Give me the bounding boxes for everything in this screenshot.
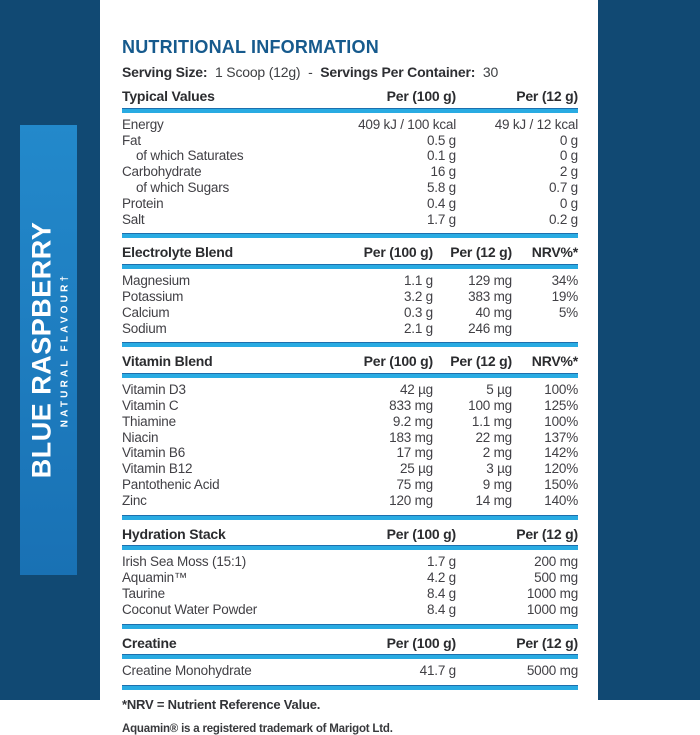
table-row (122, 148, 578, 164)
section-title: Creatine (122, 634, 177, 651)
row-value: 200 mg (534, 554, 578, 570)
row-value: 0.2 g (548, 211, 578, 227)
table-row (122, 117, 578, 133)
row-value: 0 g (559, 195, 578, 211)
row-label: Thiamine (122, 413, 176, 429)
row-value: 25 µg (399, 461, 433, 477)
table-section-creatine (122, 636, 578, 691)
row-value: 9 mg (482, 476, 512, 492)
row-value: 1000 mg (526, 601, 578, 617)
row-value: 16 g (430, 164, 456, 180)
row-label: Pantothenic Acid (122, 476, 220, 492)
row-label: Niacin (122, 429, 159, 445)
row-value: 100% (544, 413, 578, 429)
row-value: 0.4 g (426, 195, 456, 211)
column-header: Per (12 g) (450, 244, 512, 261)
row-value: 40 mg (475, 304, 512, 320)
row-value: 4.2 g (426, 570, 456, 586)
row-value: 0.1 g (426, 148, 456, 164)
row-label: Irish Sea Moss (15:1) (122, 554, 247, 570)
section-title: Hydration Stack (122, 525, 226, 542)
column-header: Per (100 g) (386, 634, 456, 651)
serving-line (122, 64, 578, 80)
table-header-row (122, 89, 578, 108)
row-value: 100% (544, 382, 578, 398)
table-row (122, 477, 578, 493)
table-rows (122, 659, 578, 685)
column-header: Per (12 g) (516, 525, 578, 542)
row-value: 1.7 g (426, 554, 456, 570)
row-value: 2 g (559, 164, 578, 180)
table-row (122, 382, 578, 398)
row-value: 41.7 g (419, 663, 456, 679)
row-label: Fat (122, 132, 141, 148)
row-value: 2 mg (482, 445, 512, 461)
row-value: 22 mg (475, 429, 512, 445)
row-label: Sodium (122, 320, 167, 336)
row-value: 142% (544, 445, 578, 461)
table-rows (122, 269, 578, 342)
row-value: 42 µg (399, 382, 433, 398)
row-value: 75 mg (396, 476, 433, 492)
section-title: Typical Values (122, 88, 215, 104)
table-row (122, 461, 578, 477)
table-header-row (122, 354, 578, 373)
row-value: 5% (558, 304, 578, 320)
row-value: 120 mg (389, 492, 433, 508)
left-navy-panel (0, 0, 100, 700)
row-value: 0 g (559, 148, 578, 164)
section-title: Vitamin Blend (122, 353, 213, 370)
divider-bar (122, 342, 578, 347)
row-value: 150% (544, 476, 578, 492)
row-value: 246 mg (468, 320, 512, 336)
column-header: Per (100 g) (363, 244, 433, 261)
table-row (122, 445, 578, 461)
table-row (122, 212, 578, 228)
row-label: Potassium (122, 288, 184, 304)
table-section-vitamin-blend (122, 354, 578, 519)
row-value: 3 µg (486, 461, 512, 477)
column-header: Per (100 g) (386, 88, 456, 104)
divider-bar (122, 233, 578, 238)
row-value: 125% (544, 397, 578, 413)
row-label: of which Sugars (136, 179, 230, 195)
row-value: 140% (544, 492, 578, 508)
table-row (122, 164, 578, 180)
table-row (122, 273, 578, 289)
section-title: Electrolyte Blend (122, 244, 233, 261)
row-value: 183 mg (389, 429, 433, 445)
row-value: 383 mg (468, 288, 512, 304)
divider-bar (122, 685, 578, 690)
serving-size-value: 1 Scoop (12g) (215, 64, 301, 80)
row-value: 5.8 g (426, 179, 456, 195)
servings-per-container-value: 30 (482, 64, 499, 80)
divider-bar (122, 515, 578, 520)
table-section-typical-values (122, 89, 578, 238)
row-label: Vitamin D3 (122, 382, 186, 398)
row-label: Vitamin B6 (122, 445, 186, 461)
row-value: 1000 mg (526, 585, 578, 601)
column-header: Per (100 g) (386, 525, 456, 542)
right-navy-panel (598, 0, 700, 700)
table-row (122, 321, 578, 337)
table-header-row (122, 245, 578, 264)
serving-separator: - (308, 64, 313, 80)
row-value: 500 mg (534, 570, 578, 586)
aquamin-footnote: Aquamin® is a registered trademark of Marigot Ltd. (122, 723, 393, 735)
row-value: 137% (544, 429, 578, 445)
column-header: Per (100 g) (363, 353, 433, 370)
table-row (122, 398, 578, 414)
row-value: 14 mg (475, 492, 512, 508)
table-section-hydration-stack (122, 527, 578, 629)
table-row (122, 570, 578, 586)
row-value: 5000 mg (526, 663, 578, 679)
table-row (122, 133, 578, 149)
row-value: 1.7 g (426, 211, 456, 227)
row-value: 1.1 mg (471, 413, 512, 429)
row-value: 0.7 g (548, 179, 578, 195)
row-label: of which Saturates (136, 148, 244, 164)
row-label: Zinc (122, 492, 147, 508)
table-row (122, 663, 578, 679)
row-value: 409 kJ / 100 kcal (358, 116, 456, 132)
row-value: 8.4 g (426, 585, 456, 601)
row-value: 1.1 g (403, 273, 433, 289)
row-label: Energy (122, 116, 164, 132)
row-label: Calcium (122, 304, 170, 320)
table-row (122, 554, 578, 570)
row-label: Taurine (122, 585, 165, 601)
servings-per-container-label: Servings Per Container: (320, 64, 476, 80)
row-value: 17 mg (396, 445, 433, 461)
table-row (122, 289, 578, 305)
row-label: Vitamin B12 (122, 461, 193, 477)
row-value: 5 µg (486, 382, 512, 398)
table-header-row (122, 636, 578, 655)
table-row (122, 305, 578, 321)
flavor-name: BLUE RASPBERRY (25, 221, 56, 479)
table-rows (122, 113, 578, 234)
column-header: Per (12 g) (450, 353, 512, 370)
row-value: 0.5 g (426, 132, 456, 148)
flavor-band-rotated-text (20, 125, 77, 575)
row-value: 34% (551, 273, 578, 289)
row-label: Creatine Monohydrate (122, 663, 252, 679)
row-value: 49 kJ / 12 kcal (494, 116, 578, 132)
row-value: 3.2 g (403, 288, 433, 304)
flavor-subtitle: NATURAL FLAVOUR† (58, 272, 70, 428)
nutrition-panel (122, 37, 578, 735)
column-header: NRV%* (531, 244, 578, 261)
table-rows (122, 378, 578, 514)
column-header: Per (12 g) (516, 634, 578, 651)
nutrition-tables (122, 89, 578, 690)
serving-size-label: Serving Size: (122, 64, 208, 80)
row-value: 8.4 g (426, 601, 456, 617)
panel-title: NUTRITIONAL INFORMATION (122, 37, 379, 57)
nrv-footnote: *NRV = Nutrient Reference Value. (122, 697, 321, 713)
table-section-electrolyte-blend (122, 245, 578, 347)
row-value: 100 mg (468, 397, 512, 413)
table-row (122, 180, 578, 196)
table-row (122, 586, 578, 602)
row-label: Coconut Water Powder (122, 601, 258, 617)
row-value: 19% (551, 288, 578, 304)
row-value: 2.1 g (403, 320, 433, 336)
row-label: Protein (122, 195, 164, 211)
table-row (122, 430, 578, 446)
row-value: 9.2 mg (392, 413, 433, 429)
table-rows (122, 550, 578, 623)
divider-bar (122, 624, 578, 629)
table-row (122, 196, 578, 212)
row-label: Salt (122, 211, 145, 227)
flavor-band (20, 125, 77, 575)
row-label: Carbohydrate (122, 164, 202, 180)
row-value: 0 g (559, 132, 578, 148)
row-label: Vitamin C (122, 397, 179, 413)
column-header: Per (12 g) (516, 88, 578, 104)
table-header-row (122, 527, 578, 546)
column-header: NRV%* (531, 353, 578, 370)
row-label: Aquamin™ (122, 570, 188, 586)
table-row (122, 602, 578, 618)
row-value: 120% (544, 461, 578, 477)
table-row (122, 493, 578, 509)
row-value: 0.3 g (403, 304, 433, 320)
row-label: Magnesium (122, 273, 190, 289)
table-row (122, 414, 578, 430)
row-value: 129 mg (468, 273, 512, 289)
row-value: 833 mg (389, 397, 433, 413)
